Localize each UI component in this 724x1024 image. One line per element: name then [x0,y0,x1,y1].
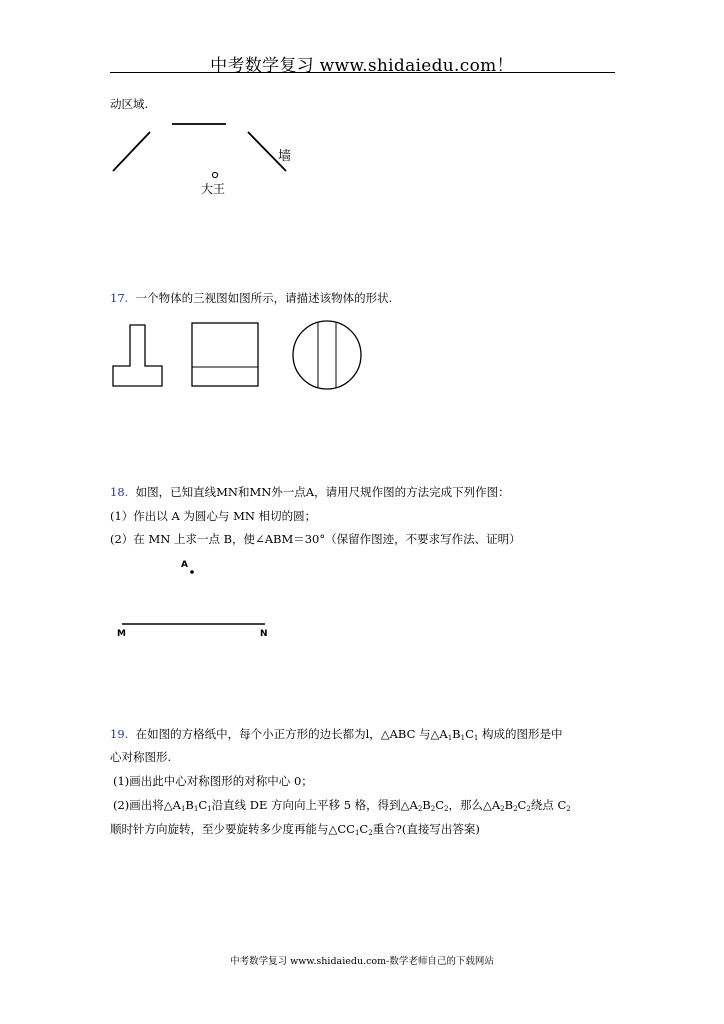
q19-item3-text: 顺时针方向旋转，至少要旋转多少度再能与△CC [110,822,355,836]
footer-text: 中考数学复习 www.shidaiedu.com-数学老师自己的下载网站 [230,956,494,967]
q16-tail-text: 动区域. [110,97,149,111]
q19-sub: 1 [180,805,186,813]
q19-sub: 1 [460,734,466,742]
q19-item2-text: (2)画出将△A [113,798,181,812]
q17-top-view [293,321,361,389]
q19-sub: 2 [368,829,373,837]
q19-line1-text: B [452,727,461,741]
q17-three-views-figure [108,318,368,390]
header-title: 中考数学复习 www.shidaiedu.com！ [210,56,514,76]
q16-left-wall-line [113,132,150,171]
q19-line1-text: 在如图的方格纸中，每个小正方形的边长都为l，△ABC 与△A [135,727,448,741]
q17-front-view [113,325,162,386]
q19-sub: 1 [354,829,360,837]
q19-sub: 1 [193,805,199,813]
q16-wall-label: 墙 [278,149,292,164]
q18-item2: (2）在 MN 上求一点 B，使∠ABM＝30°（保留作图迹，不要求写作法、证明） [110,532,521,546]
q18-text [110,485,510,499]
q17-body: 一个物体的三视图如图所示，请描述该物体的形状. [135,291,393,305]
q18-figure [108,552,288,647]
q19-item2-text: 绕点 C [530,798,567,812]
q19-item2-text: C [198,798,208,812]
q19-item2-text: B [422,798,431,812]
q19-item2-text: ，那么△A [448,798,501,812]
q19-sub: 1 [447,734,453,742]
q19-line1-text: C [465,727,474,741]
q19-item2-text: C [435,798,445,812]
q18-point-m-label: M [117,629,126,639]
q18-number: 18. [110,485,129,499]
q17-side-view [192,323,258,386]
q19-sub: 2 [417,805,423,813]
q19-sub: 1 [473,734,479,742]
q19-item2 [113,798,571,812]
q16-wall-figure [108,115,308,200]
q19-line1-text: 构成的图形是中 [478,727,563,741]
q19-line2: 心对称图形. [110,750,172,764]
q18-point-a [190,570,194,574]
header-rule [110,72,615,73]
q16-king-point [212,172,217,177]
q19-item2-text: C [517,798,527,812]
q18-point-n-label: N [260,629,268,639]
q17-number: 17. [110,291,129,305]
q19-sub: 2 [513,805,518,813]
q19-sub: 2 [444,805,449,813]
q19-sub: 2 [566,805,571,813]
q16-king-label: 大王 [201,182,226,196]
q19-item3-text: C [359,822,369,836]
q19-sub: 1 [207,805,212,813]
q19-sub: 2 [526,805,531,813]
q18-body: 如图，已知直线MN和MN外一点A，请用尺规作图的方法完成下列作图： [135,485,510,499]
q19-item2-text: B [185,798,194,812]
q18-point-a-label: A [181,560,188,570]
q19-item3 [110,822,480,836]
q19-item3-text: 重合?(直接写出答案) [372,822,480,836]
q19-number: 19. [110,727,129,741]
q19-line1 [110,727,563,741]
q19-sub: 2 [430,805,436,813]
q17-text [110,291,392,305]
q19-sub: 2 [500,805,505,813]
q19-item2-text: B [504,798,514,812]
q18-item1: (1）作出以 A 为圆心与 MN 相切的圆； [110,509,317,523]
q19-item1: (1)画出此中心对称图形的对称中心 0； [113,774,313,788]
q19-item2-text: 沿直线 DE 方向向上平移 5 格，得到△A [211,798,418,812]
